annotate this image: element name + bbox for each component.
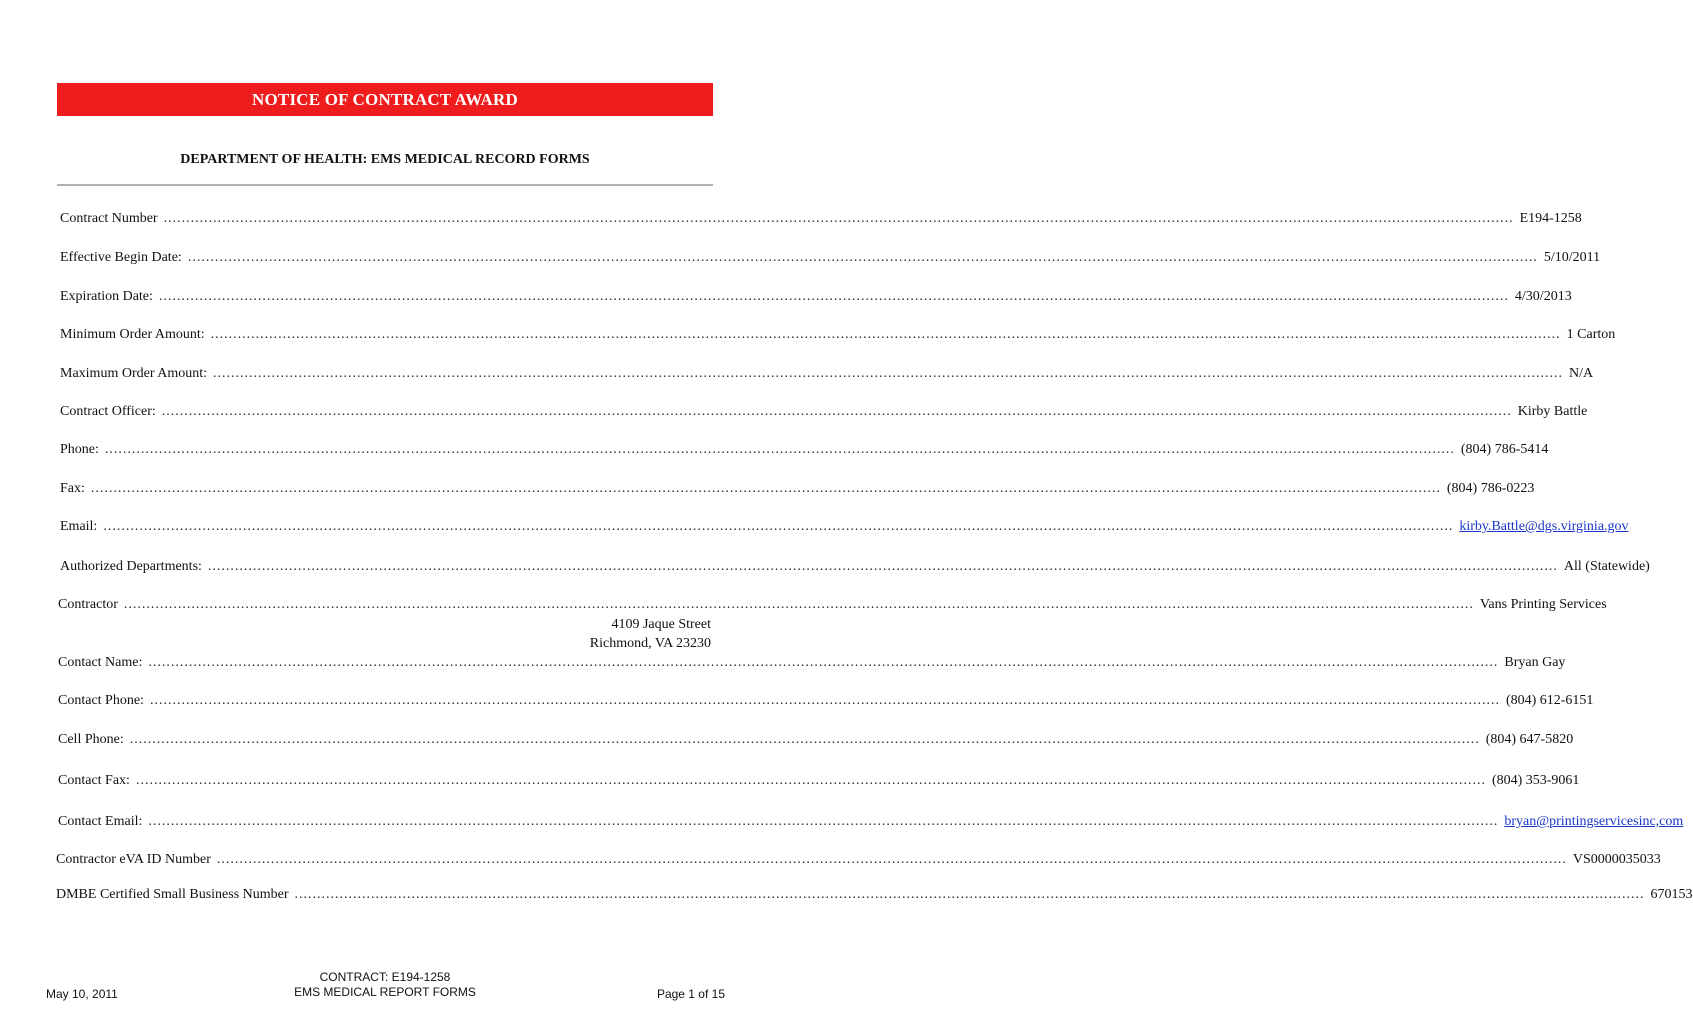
field-value: Kirby Battle — [1517, 404, 1588, 419]
field-value: 670153 — [1650, 887, 1693, 902]
field-value: 4/30/2013 — [1514, 289, 1572, 304]
leader-dots: ............................................................................................................................................................................................................................................................................................................ — [161, 404, 1512, 419]
field-expiration-date — [60, 289, 1572, 305]
email-link[interactable]: kirby.Battle@dgs.virginia.gov — [1459, 519, 1629, 534]
leader-dots: ............................................................................................................................................................................................................................................................................................................ — [213, 366, 1563, 381]
field-effective-begin-date — [60, 250, 1601, 266]
contractor-city: Richmond, VA 23230 — [589, 636, 711, 651]
leader-dots: ............................................................................................................................................................................................................................................................................................................ — [148, 655, 1499, 670]
field-label: Minimum Order Amount: — [60, 327, 205, 342]
leader-dots: ............................................................................................................................................................................................................................................................................................................ — [129, 732, 1480, 747]
field-minimum-order-amount — [60, 327, 1616, 343]
field-label: Contact Email: — [58, 814, 143, 829]
contractor-street: 4109 Jaque Street — [611, 617, 711, 632]
field-contract-officer — [60, 404, 1588, 420]
field-label: DMBE Certified Small Business Number — [56, 887, 289, 902]
leader-dots: ............................................................................................................................................................................................................................................................................................................ — [210, 327, 1561, 342]
leader-dots: ............................................................................................................................................................................................................................................................................................................ — [90, 481, 1441, 496]
field-value: (804) 786-5414 — [1460, 442, 1549, 457]
field-value: (804) 353-9061 — [1491, 773, 1580, 788]
field-value: VS0000035033 — [1572, 852, 1661, 867]
leader-dots: ............................................................................................................................................................................................................................................................................................................ — [187, 250, 1538, 265]
field-label: Email: — [60, 519, 98, 534]
field-maximum-order-amount — [60, 366, 1594, 382]
field-label: Effective Begin Date: — [60, 250, 182, 265]
header-divider — [57, 184, 713, 186]
leader-dots: ............................................................................................................................................................................................................................................................................................................ — [163, 211, 1514, 226]
footer-contract-line: CONTRACT: E194-1258 — [319, 970, 451, 984]
footer-center — [0, 970, 770, 1000]
leader-dots: ............................................................................................................................................................................................................................................................................................................ — [148, 814, 1499, 829]
field-label: Expiration Date: — [60, 289, 153, 304]
field-label: Contact Fax: — [58, 773, 130, 788]
leader-dots: ............................................................................................................................................................................................................................................................................................................ — [104, 442, 1455, 457]
field-phone — [60, 442, 1549, 458]
field-value: 1 Carton — [1566, 327, 1616, 342]
field-label: Contact Name: — [58, 655, 143, 670]
field-label: Contractor eVA ID Number — [56, 852, 211, 867]
document-subtitle: DEPARTMENT OF HEALTH: EMS MEDICAL RECORD FORMS — [180, 152, 590, 167]
leader-dots: ............................................................................................................................................................................................................................................................................................................ — [158, 289, 1509, 304]
leader-dots: ............................................................................................................................................................................................................................................................................................................ — [294, 887, 1645, 902]
field-cell-phone — [58, 732, 1574, 748]
footer-date: May 10, 2011 — [46, 987, 118, 1001]
field-contact-phone — [58, 693, 1594, 709]
field-contractor — [58, 597, 1607, 613]
field-contract-number — [60, 211, 1582, 227]
field-fax — [60, 481, 1535, 497]
footer-forms-line: EMS MEDICAL REPORT FORMS — [294, 985, 476, 999]
field-value: N/A — [1569, 366, 1594, 381]
field-label: Contract Number — [60, 211, 158, 226]
field-label: Phone: — [60, 442, 99, 457]
leader-dots: ............................................................................................................................................................................................................................................................................................................ — [207, 559, 1558, 574]
footer-page-number: Page 1 of 15 — [656, 987, 725, 1001]
field-dmbe-number — [56, 887, 1693, 903]
banner-title: NOTICE OF CONTRACT AWARD — [252, 89, 518, 109]
field-value: (804) 647-5820 — [1485, 732, 1574, 747]
field-label: Contract Officer: — [60, 404, 156, 419]
leader-dots: ............................................................................................................................................................................................................................................................................................................ — [149, 693, 1500, 708]
field-contractor-eva-id — [56, 852, 1661, 868]
field-label: Contact Phone: — [58, 693, 144, 708]
leader-dots: ............................................................................................................................................................................................................................................................................................................ — [103, 519, 1454, 534]
field-contact-fax — [58, 773, 1580, 789]
field-value: All (Statewide) — [1563, 559, 1650, 574]
field-value: (804) 612-6151 — [1505, 693, 1594, 708]
field-value: Bryan Gay — [1504, 655, 1566, 670]
field-value: Vans Printing Services — [1479, 597, 1607, 612]
field-label: Maximum Order Amount: — [60, 366, 207, 381]
field-label: Contractor — [58, 597, 118, 612]
field-label: Fax: — [60, 481, 85, 496]
leader-dots: ............................................................................................................................................................................................................................................................................................................ — [123, 597, 1474, 612]
contact-email-link[interactable]: bryan@printingservicesinc,com — [1504, 814, 1684, 829]
field-authorized-departments — [60, 559, 1650, 575]
field-contact-name — [58, 655, 1566, 671]
field-value: E194-1258 — [1519, 211, 1582, 226]
field-value: (804) 786-0223 — [1446, 481, 1535, 496]
field-value: 5/10/2011 — [1543, 250, 1601, 265]
leader-dots: ............................................................................................................................................................................................................................................................................................................ — [216, 852, 1567, 867]
notice-banner — [57, 83, 713, 116]
field-contact-email — [58, 814, 1684, 830]
field-label: Cell Phone: — [58, 732, 124, 747]
field-label: Authorized Departments: — [60, 559, 202, 574]
field-email — [60, 519, 1629, 535]
leader-dots: ............................................................................................................................................................................................................................................................................................................ — [135, 773, 1486, 788]
